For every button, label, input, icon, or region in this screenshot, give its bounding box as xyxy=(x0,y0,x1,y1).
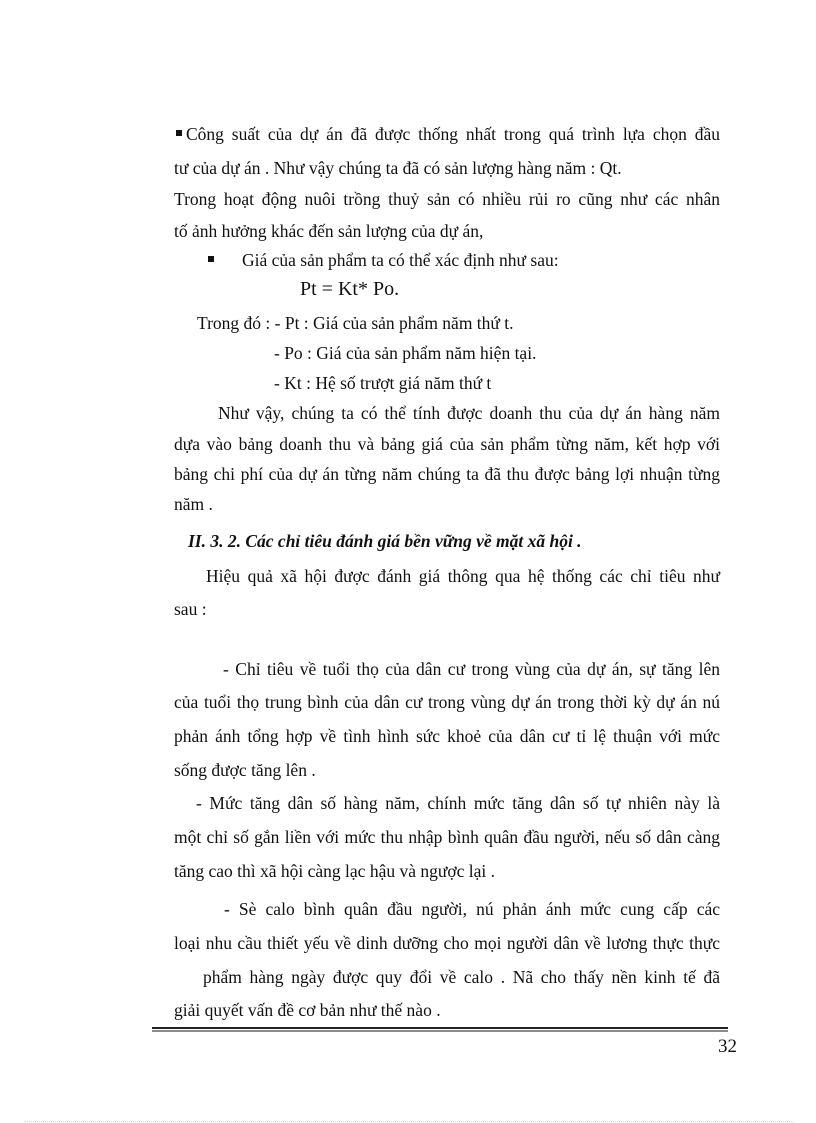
paragraph-line: một chỉ số gắn liền với mức thu nhập bình quân đầu người, nếu số dân càng xyxy=(174,827,720,847)
paragraph-line: của tuổi thọ trung bình của dân cư trong vùng dự án trong thời kỳ dự án nú xyxy=(174,692,720,712)
paragraph-line: - Chỉ tiêu về tuổi thọ của dân cư trong vùng của dự án, sự tăng lên xyxy=(223,659,720,679)
paragraph-line: phản ánh tổng hợp về tình hình sức khoẻ của dân cư tỉ lệ thuận với mức xyxy=(174,726,720,746)
paragraph-line xyxy=(176,124,720,144)
paragraph-line: Trong hoạt động nuôi trồng thuỷ sản có nhiều rủi ro cũng như các nhân xyxy=(174,189,720,209)
page-edge-divider xyxy=(24,1121,794,1122)
paragraph-line: sau : xyxy=(174,599,207,619)
definition-line: - Kt : Hệ số trượt giá năm thứ t xyxy=(274,373,492,393)
paragraph-line: bảng chi phí của dự án từng năm chúng ta đã thu được bảng lợi nhuận từng xyxy=(174,464,720,484)
bullet-item xyxy=(208,250,559,270)
page-number: 32 xyxy=(718,1036,737,1057)
paragraph-line: Như vậy, chúng ta có thể tính được doanh thu của dự án hàng năm xyxy=(218,403,720,423)
square-bullet-icon xyxy=(176,130,182,136)
paragraph-line: tố ảnh hưởng khác đến sản lượng của dự án, xyxy=(174,221,484,241)
paragraph-line: dựa vào bảng doanh thu và bảng giá của sản phẩm từng năm, kết hợp với xyxy=(174,434,720,454)
paragraph-line: tư của dự án . Như vậy chúng ta đã có sản lượng hàng năm : Qt. xyxy=(174,158,622,178)
footer-rule xyxy=(152,1030,728,1032)
text: Công suất của dự án đã được thống nhất trong quá trình lựa chọn đầu xyxy=(186,124,720,144)
paragraph-line: tăng cao thì xã hội càng lạc hậu và ngược lại . xyxy=(174,861,495,881)
paragraph-line: phẩm hàng ngày được quy đổi về calo . Nã cho thấy nền kinh tế đã xyxy=(203,967,720,987)
paragraph-line: loại nhu cầu thiết yếu về dinh dưỡng cho mọi người dân về lương thực thực xyxy=(174,933,720,953)
paragraph-line: - Sè calo bình quân đầu người, nú phản ánh mức cung cấp các xyxy=(224,899,720,919)
price-formula: Pt = Kt* Po. xyxy=(300,278,400,300)
paragraph-line: giải quyết vấn đề cơ bản như thế nào . xyxy=(174,1000,441,1020)
square-bullet-icon xyxy=(208,256,214,262)
definition-line: Trong đó : - Pt : Giá của sản phẩm năm thứ t. xyxy=(197,313,514,333)
section-heading: II. 3. 2. Các chỉ tiêu đánh giá bền vững về mặt xã hội . xyxy=(188,531,582,551)
paragraph-line: Hiệu quả xã hội được đánh giá thông qua hệ thống các chỉ tiêu như xyxy=(206,566,720,586)
paragraph-line: - Mức tăng dân số hàng năm, chính mức tăng dân số tự nhiên này là xyxy=(196,793,720,813)
paragraph-line: năm . xyxy=(174,494,213,514)
definition-line: - Po : Giá của sản phẩm năm hiện tại. xyxy=(274,343,537,363)
paragraph-line: sống được tăng lên . xyxy=(174,760,316,780)
text: Giá của sản phẩm ta có thể xác định như sau: xyxy=(242,250,559,270)
footer-rule xyxy=(152,1027,728,1029)
